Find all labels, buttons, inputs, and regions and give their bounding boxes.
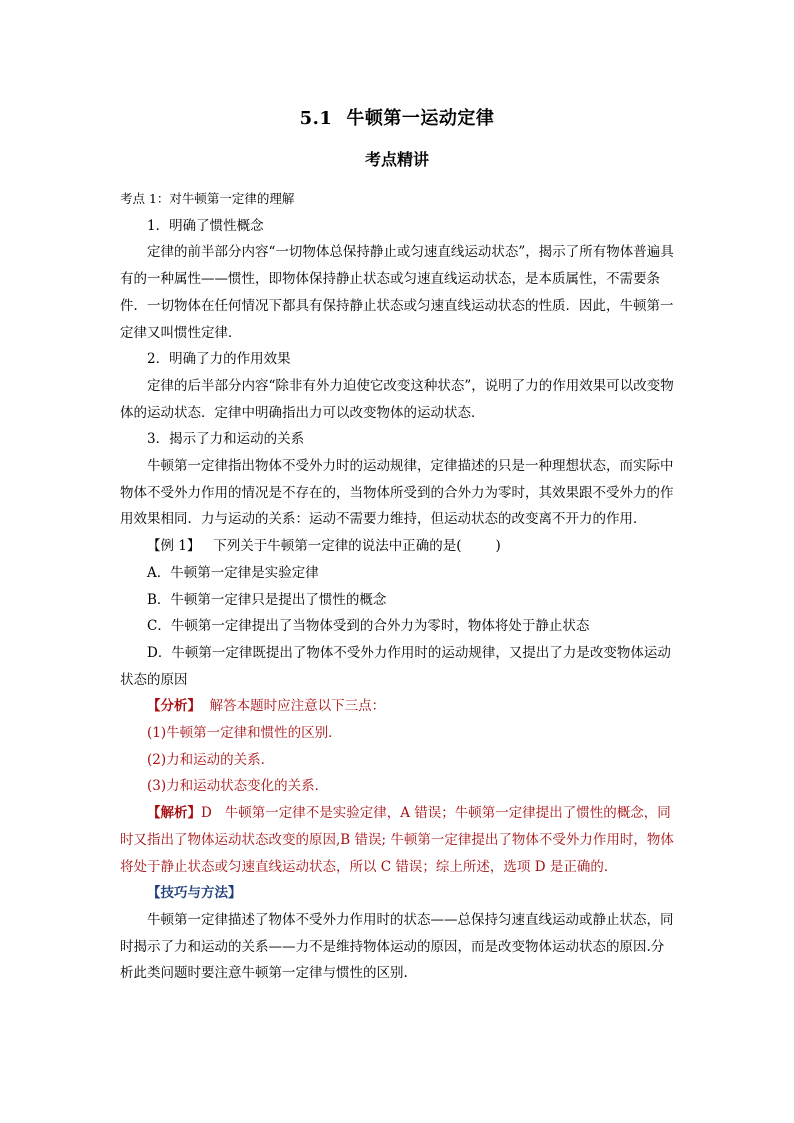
option-c: C．牛顿第一定律提出了当物体受到的合外力为零时，物体将处于静止状态: [147, 618, 590, 635]
option-a: A．牛顿第一定律是实验定律: [147, 564, 319, 581]
solution-tag: 【解析】: [147, 805, 201, 822]
section-1-paragraph: 定律的前半部分内容“一切物体总保持静止或匀速直线运动状态”，揭示了所有物体普遍具有的一种属性——惯性，即物体保持静止状态或匀速直线运动状态，是本质属性，不需要条件．一切物体在任何情况下都具有保持静止状态或匀速直线运动状态的性质．因此，牛顿第一定律又叫惯性定律．: [120, 244, 674, 341]
example-question-text: 下列关于牛顿第一定律的说法中正确的是(: [213, 538, 462, 555]
option-d: D．牛顿第一定律既提出了物体不受外力作用时的运动规律，又提出了力是改变物体运动状态的原因: [120, 644, 671, 688]
analysis-intro: [120, 693, 676, 720]
section-3-heading: 3．揭示了力和运动的关系: [147, 431, 305, 448]
analysis-tag: 【分析】: [147, 698, 201, 715]
lesson-title: [0, 104, 794, 130]
section-3-paragraph: 牛顿第一定律指出物体不受外力时的运动规律，定律描述的只是一种理想状态，而实际中物体不受外力作用的情况是不存在的，当物体所受到的合外力为零时，其效果跟不受外力的作用效果相同．力与运动的关系：运动不需要力维持，但运动状态的改变离不开力的作用．: [120, 458, 674, 528]
example-tag: 【例 1】: [147, 538, 201, 555]
kaodian-heading: 考点 1：对牛顿第一定律的理解: [120, 191, 295, 206]
lesson-number: 5.1: [299, 108, 333, 129]
lesson-title-text: 牛顿第一运动定律: [346, 108, 495, 129]
analysis-point-1: (1)牛顿第一定律和惯性的区别．: [147, 725, 342, 742]
solution-paragraph: [120, 800, 676, 880]
section-2-heading: 2．明确了力的作用效果: [147, 351, 291, 368]
option-b: B．牛顿第一定律只是提出了惯性的概念: [147, 591, 387, 608]
example-question-end: ): [495, 538, 501, 555]
method-paragraph: 牛顿第一定律描述了物体不受外力作用时的状态——总保持匀速直线运动或静止状态，同时揭示了力和运动的关系——力不是维持物体运动的原因，而是改变物体运动状态的原因.分析此类问题时要注意牛顿第一定律与惯性的区别.: [120, 911, 674, 982]
section-1-heading: 1．明确了惯性概念: [147, 217, 264, 234]
method-heading: [120, 880, 676, 907]
analysis-point-3: (3)力和运动状态变化的关系．: [147, 778, 329, 795]
section-subtitle: 考点精讲: [364, 150, 429, 169]
section-2-paragraph: 定律的后半部分内容“除非有外力迫使它改变这种状态”，说明了力的作用效果可以改变物体的运动状态．定律中明确指出力可以改变物体的运动状态．: [120, 377, 674, 421]
method-tag: 【技巧与方法】: [147, 885, 242, 902]
solution-text: 牛顿第一定律不是实验定律，A 错误；牛顿第一定律提出了惯性的概念，同时又指出了物体运动状态改变的原因,B 错误; 牛顿第一定律提出了物体不受外力作用时，物体将处于静止状态或匀速直线运动状态，所以 C 错误；综上所述，选项 D 是正确的．: [120, 805, 674, 875]
solution-answer: D: [201, 805, 212, 822]
analysis-point-2: (2)力和运动的关系．: [147, 751, 275, 768]
document-body: [120, 186, 676, 987]
analysis-intro-text: 解答本题时应注意以下三点：: [209, 698, 386, 715]
example-question: [120, 533, 676, 560]
